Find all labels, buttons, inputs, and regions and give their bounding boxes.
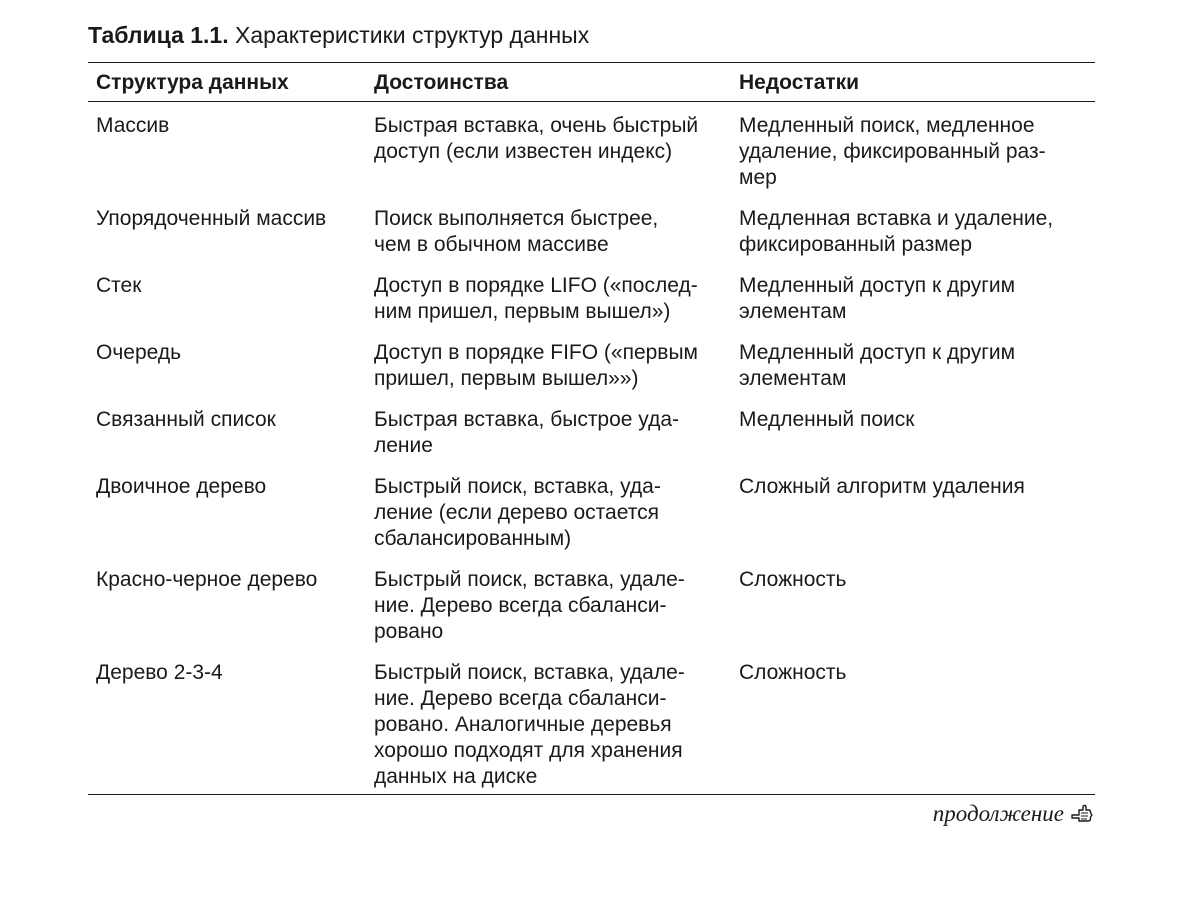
cell-text-line: ним пришел, первым вышел») bbox=[374, 300, 671, 323]
cell-text-line: элементам bbox=[739, 300, 847, 323]
table-row bbox=[88, 206, 1095, 273]
cell-text-line: данных на диске bbox=[374, 765, 538, 788]
cell-text-line: фиксированный размер bbox=[739, 233, 973, 256]
cell-text-line: Двоичное дерево bbox=[96, 475, 267, 498]
cell-cons bbox=[731, 474, 1095, 567]
cell-text-line: Медленный поиск, медленное bbox=[739, 114, 1035, 137]
cell-text-line: Медленная вставка и удаление, bbox=[739, 207, 1054, 230]
cell-text-line: Быстрая вставка, очень быстрый bbox=[374, 114, 699, 137]
cell-text-line: ровано bbox=[374, 620, 444, 643]
cell-text-line: Быстрый поиск, вставка, уда- bbox=[374, 475, 661, 498]
cell-text-line: Медленный поиск bbox=[739, 408, 915, 431]
pointing-hand-icon bbox=[1070, 804, 1094, 824]
cell-text-line: чем в обычном массиве bbox=[374, 233, 609, 256]
caption-title: Характеристики структур данных bbox=[235, 22, 590, 48]
cell-pros bbox=[366, 273, 731, 340]
table-row bbox=[88, 660, 1095, 795]
cell-structure bbox=[88, 407, 366, 474]
cell-text-line: Быстрый поиск, вставка, удале- bbox=[374, 568, 685, 591]
cell-text-line: пришел, первым вышел»») bbox=[374, 367, 639, 390]
cell-text-line: Медленный доступ к другим bbox=[739, 341, 1016, 364]
cell-text-line: ние. Дерево всегда сбаланси- bbox=[374, 594, 667, 617]
cell-structure bbox=[88, 474, 366, 567]
cell-text-line: Дерево 2-3-4 bbox=[96, 661, 223, 684]
table-caption bbox=[88, 20, 589, 50]
header-structure: Структура данных bbox=[96, 71, 289, 94]
cell-text-line: элементам bbox=[739, 367, 847, 390]
header-cons: Недостатки bbox=[739, 71, 860, 94]
cell-text-line: удаление, фиксированный раз- bbox=[739, 140, 1046, 163]
cell-text-line: хорошо подходят для хранения bbox=[374, 739, 683, 762]
cell-text-line: Сложный алгоритм удаления bbox=[739, 475, 1025, 498]
cell-pros bbox=[366, 407, 731, 474]
cell-text-line: Сложность bbox=[739, 661, 847, 684]
table-body bbox=[88, 102, 1095, 795]
continued-text: продолжение bbox=[932, 801, 1064, 826]
cell-cons bbox=[731, 340, 1095, 407]
cell-pros bbox=[366, 660, 731, 795]
cell-cons bbox=[731, 407, 1095, 474]
header-pros: Достоинства bbox=[374, 71, 509, 94]
cell-text-line: ровано. Аналогичные деревья bbox=[374, 713, 672, 736]
cell-pros bbox=[366, 340, 731, 407]
cell-cons bbox=[731, 567, 1095, 660]
cell-pros bbox=[366, 206, 731, 273]
table-row bbox=[88, 567, 1095, 660]
cell-cons bbox=[731, 660, 1095, 795]
table-row bbox=[88, 407, 1095, 474]
cell-text-line: Сложность bbox=[739, 568, 847, 591]
cell-text-line: ление (если дерево остается bbox=[374, 501, 659, 524]
data-structures-table bbox=[88, 62, 1095, 795]
cell-text-line: Быстрая вставка, быстрое уда- bbox=[374, 408, 680, 431]
cell-text-line: Быстрый поиск, вставка, удале- bbox=[374, 661, 685, 684]
cell-cons bbox=[731, 206, 1095, 273]
cell-pros bbox=[366, 474, 731, 567]
cell-structure bbox=[88, 567, 366, 660]
cell-pros bbox=[366, 567, 731, 660]
cell-cons bbox=[731, 273, 1095, 340]
cell-text-line: ление bbox=[374, 434, 433, 457]
cell-text-line: мер bbox=[739, 166, 777, 189]
cell-structure bbox=[88, 102, 366, 207]
cell-structure bbox=[88, 340, 366, 407]
table-row bbox=[88, 340, 1095, 407]
cell-text-line: доступ (если известен индекс) bbox=[374, 140, 673, 163]
cell-text-line: Поиск выполняется быстрее, bbox=[374, 207, 659, 230]
cell-structure bbox=[88, 273, 366, 340]
cell-text-line: Упорядоченный массив bbox=[96, 207, 327, 230]
cell-cons bbox=[731, 102, 1095, 207]
cell-structure bbox=[88, 660, 366, 795]
cell-text-line: Очередь bbox=[96, 341, 182, 364]
cell-text-line: Стек bbox=[96, 274, 142, 297]
cell-text-line: Массив bbox=[96, 114, 170, 137]
cell-text-line: Медленный доступ к другим bbox=[739, 274, 1016, 297]
cell-text-line: Доступ в порядке FIFO («первым bbox=[374, 341, 698, 364]
data-structures-table-wrapper bbox=[88, 62, 1095, 795]
table-header-row bbox=[88, 63, 1095, 102]
cell-text-line: Связанный список bbox=[96, 408, 276, 431]
cell-text-line: ние. Дерево всегда сбаланси- bbox=[374, 687, 667, 710]
cell-text-line: Доступ в порядке LIFO («послед- bbox=[374, 274, 698, 297]
caption-label: Таблица 1.1. bbox=[88, 22, 229, 48]
cell-pros bbox=[366, 102, 731, 207]
continued-note bbox=[933, 799, 1094, 829]
table-row bbox=[88, 474, 1095, 567]
cell-text-line: Красно-черное дерево bbox=[96, 568, 318, 591]
cell-structure bbox=[88, 206, 366, 273]
table-row bbox=[88, 102, 1095, 207]
table-row bbox=[88, 273, 1095, 340]
cell-text-line: сбалансированным) bbox=[374, 527, 572, 550]
